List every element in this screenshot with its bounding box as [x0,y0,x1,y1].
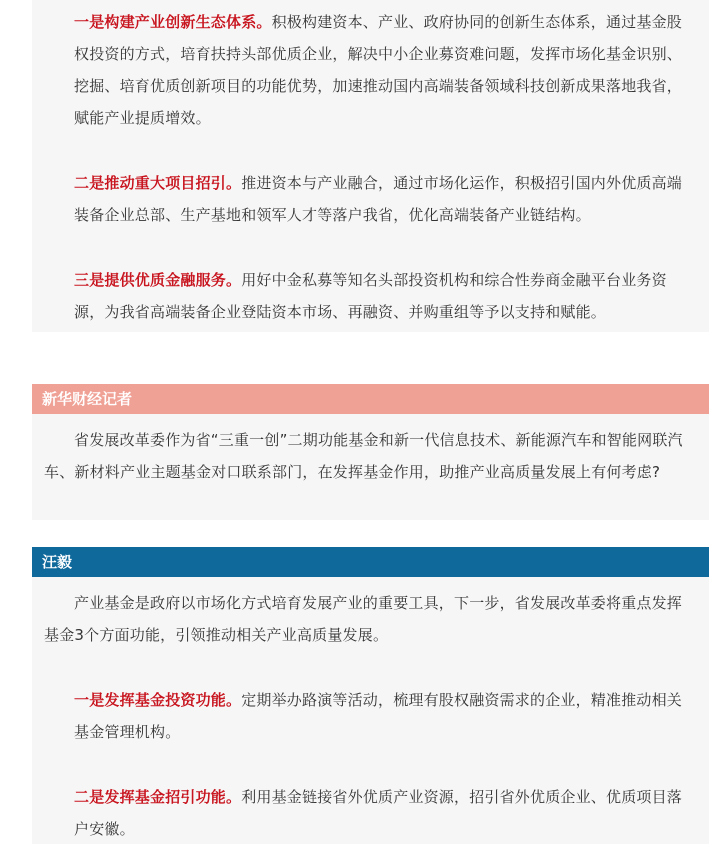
lead-text: 二是推动重大项目招引。 [74,174,242,192]
speaker-header-reporter [32,384,709,414]
body-text: 用好中金私募等知名头部投资机构和综合性券商金融平台业务资源，为我省高端装备企业登陆资本市场、再融资、并购重组等予以支持和赋能。 [74,271,667,321]
speaker-header-wang [32,547,709,577]
answer-block-1 [32,0,709,332]
speaker-label: 汪毅 [42,553,73,571]
lead-text: 三是提供优质金融服务。 [74,271,242,289]
lead-text: 一是构建产业创新生态体系。 [74,13,272,31]
body-text: 定期举办路演等活动，梳理有股权融资需求的企业，精准推动相关基金管理机构。 [74,691,683,741]
body-text: 积极构建资本、产业、政府协同的创新生态体系，通过基金股权投资的方式，培育扶持头部优质企业，解决中小企业募资难问题，发挥市场化基金识别、挖掘、培育优质创新项目的功能优势，加速推动国内高端装备领域科技创新成果落地我省，赋能产业提质增效。 [74,13,683,127]
answer-block-2 [32,577,709,844]
intro-text: 产业基金是政府以市场化方式培育发展产业的重要工具，下一步，省发展改革委将重点发挥基金3个方面功能，引领推动相关产业高质量发展。 [44,594,683,644]
paragraph-item-2 [32,781,709,845]
question-text: 省发展改革委作为省“三重一创”二期功能基金和新一代信息技术、新能源汽车和智能网联汽车、新材料产业主题基金对口联系部门，在发挥基金作用，助推产业高质量发展上有何考虑? [44,431,683,481]
intro-paragraph [32,587,709,651]
question-paragraph [32,424,709,488]
lead-text: 二是发挥基金招引功能。 [74,788,242,806]
lead-text: 一是发挥基金投资功能。 [74,691,242,709]
body-text: 推进资本与产业融合，通过市场化运作，积极招引国内外优质高端装备企业总部、生产基地和领军人才等落户我省，优化高端装备产业链结构。 [74,174,683,224]
speaker-label: 新华财经记者 [42,390,133,408]
paragraph-item-1 [32,6,709,134]
paragraph-item-1 [32,684,709,748]
paragraph-item-2 [32,167,709,231]
body-text: 利用基金链接省外优质产业资源，招引省外优质企业、优质项目落户安徽。 [74,788,683,838]
paragraph-item-3 [32,264,709,328]
question-block [32,414,709,520]
